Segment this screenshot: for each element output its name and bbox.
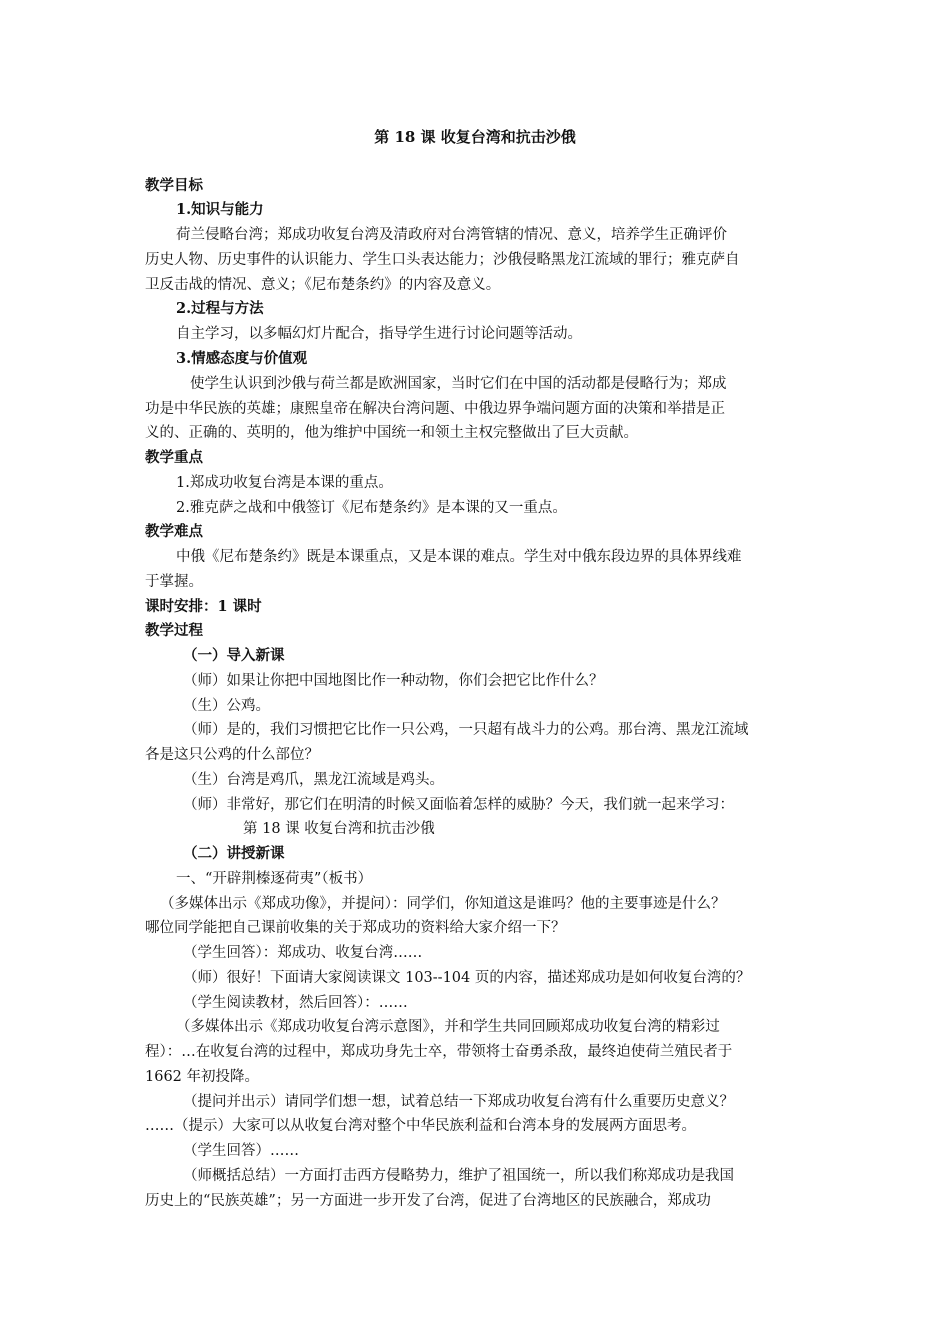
- text-line: （学生回答）……: [183, 1143, 299, 1159]
- section-heading: 教学重点: [145, 449, 203, 466]
- section-heading: （二）讲授新课: [183, 845, 285, 862]
- text-line: （师）如果让你把中国地图比作一种动物，你们会把它比作什么？: [183, 673, 604, 689]
- text-line: ……（提示）大家可以从收复台湾对整个中华民族利益和台湾本身的发展两方面思考。: [145, 1118, 696, 1134]
- section-heading: 教学目标: [145, 177, 203, 194]
- text-line: 哪位同学能把自己课前收集的关于郑成功的资料给大家介绍一下？: [145, 920, 566, 936]
- text-line: （生）台湾是鸡爪，黑龙江流域是鸡头。: [183, 772, 444, 788]
- text-line: 自主学习，以多幅幻灯片配合，指导学生进行讨论问题等活动。: [176, 326, 582, 342]
- text-line: 于掌握。: [145, 574, 203, 590]
- section-heading: （一）导入新课: [183, 647, 285, 664]
- text-line: 中俄《尼布楚条约》既是本课重点，又是本课的难点。学生对中俄东段边界的具体界线难: [176, 549, 742, 565]
- section-heading: 课时安排：1 课时: [145, 598, 262, 615]
- text-line: 历史上的“民族英雄”；另一方面进一步开发了台湾，促进了台湾地区的民族融合，郑成功: [145, 1193, 711, 1209]
- text-line: （师）是的，我们习惯把它比作一只公鸡，一只超有战斗力的公鸡。那台湾、黑龙江流域: [183, 722, 749, 738]
- text-line: 功是中华民族的英雄；康熙皇帝在解决台湾问题、中俄边界争端问题方面的决策和举措是正: [145, 401, 725, 417]
- section-heading: 教学过程: [145, 622, 203, 639]
- text-line: 卫反击战的情况、意义；《尼布楚条约》的内容及意义。: [145, 277, 501, 293]
- text-line: （提问并出示）请同学们想一想，试着总结一下郑成功收复台湾有什么重要历史意义？: [183, 1094, 734, 1110]
- text-line: 使学生认识到沙俄与荷兰都是欧洲国家，当时它们在中国的活动都是侵略行为；郑成: [190, 376, 727, 392]
- section-heading: 2.过程与方法: [176, 300, 264, 317]
- text-line: 荷兰侵略台湾；郑成功收复台湾及清政府对台湾管辖的情况、意义，培养学生正确评价: [176, 227, 727, 243]
- text-line: （师）非常好，那它们在明清的时候又面临着怎样的威胁？今天，我们就一起来学习：: [183, 797, 734, 813]
- text-line: （多媒体出示《郑成功收复台湾示意图》，并和学生共同回顾郑成功收复台湾的精彩过: [176, 1019, 720, 1035]
- text-line: 历史人物、历史事件的认识能力、学生口头表达能力；沙俄侵略黑龙江流域的罪行；雅克萨自: [145, 252, 740, 268]
- text-line: 1662 年初投降。: [145, 1069, 260, 1085]
- text-line: （师概括总结）一方面打击西方侵略势力，维护了祖国统一，所以我们称郑成功是我国: [183, 1168, 734, 1184]
- text-line: 2.雅克萨之战和中俄签订《尼布楚条约》是本课的又一重点。: [176, 500, 567, 516]
- text-line: 程）：…在收复台湾的过程中，郑成功身先士卒，带领将士奋勇杀敌，最终迫使荷兰殖民者于: [145, 1044, 733, 1060]
- section-heading: 教学难点: [145, 523, 203, 540]
- text-line: 一、“开辟荆榛逐荷夷”（板书）: [176, 871, 373, 887]
- text-line: （学生阅读教材，然后回答）：……: [183, 995, 408, 1011]
- lesson-title: 第 18 课 收复台湾和抗击沙俄: [374, 128, 576, 146]
- text-line: （学生回答）：郑成功、收复台湾……: [183, 945, 423, 961]
- section-heading: 1.知识与能力: [176, 201, 264, 218]
- text-line: （多媒体出示《郑成功像》，并提问）：同学们，你知道这是谁吗？他的主要事迹是什么？: [160, 896, 726, 912]
- text-line: 1.郑成功收复台湾是本课的重点。: [176, 475, 393, 491]
- text-line: （师）很好！下面请大家阅读课文 103--104 页的内容，描述郑成功是如何收复台湾的？: [183, 970, 751, 986]
- text-line: 各是这只公鸡的什么部位？: [145, 747, 319, 763]
- text-line: 第 18 课 收复台湾和抗击沙俄: [243, 821, 435, 837]
- text-line: 义的、正确的、英明的，他为维护中国统一和领土主权完整做出了巨大贡献。: [145, 425, 638, 441]
- section-heading: 3.情感态度与价值观: [176, 350, 308, 367]
- text-line: （生）公鸡。: [183, 698, 270, 714]
